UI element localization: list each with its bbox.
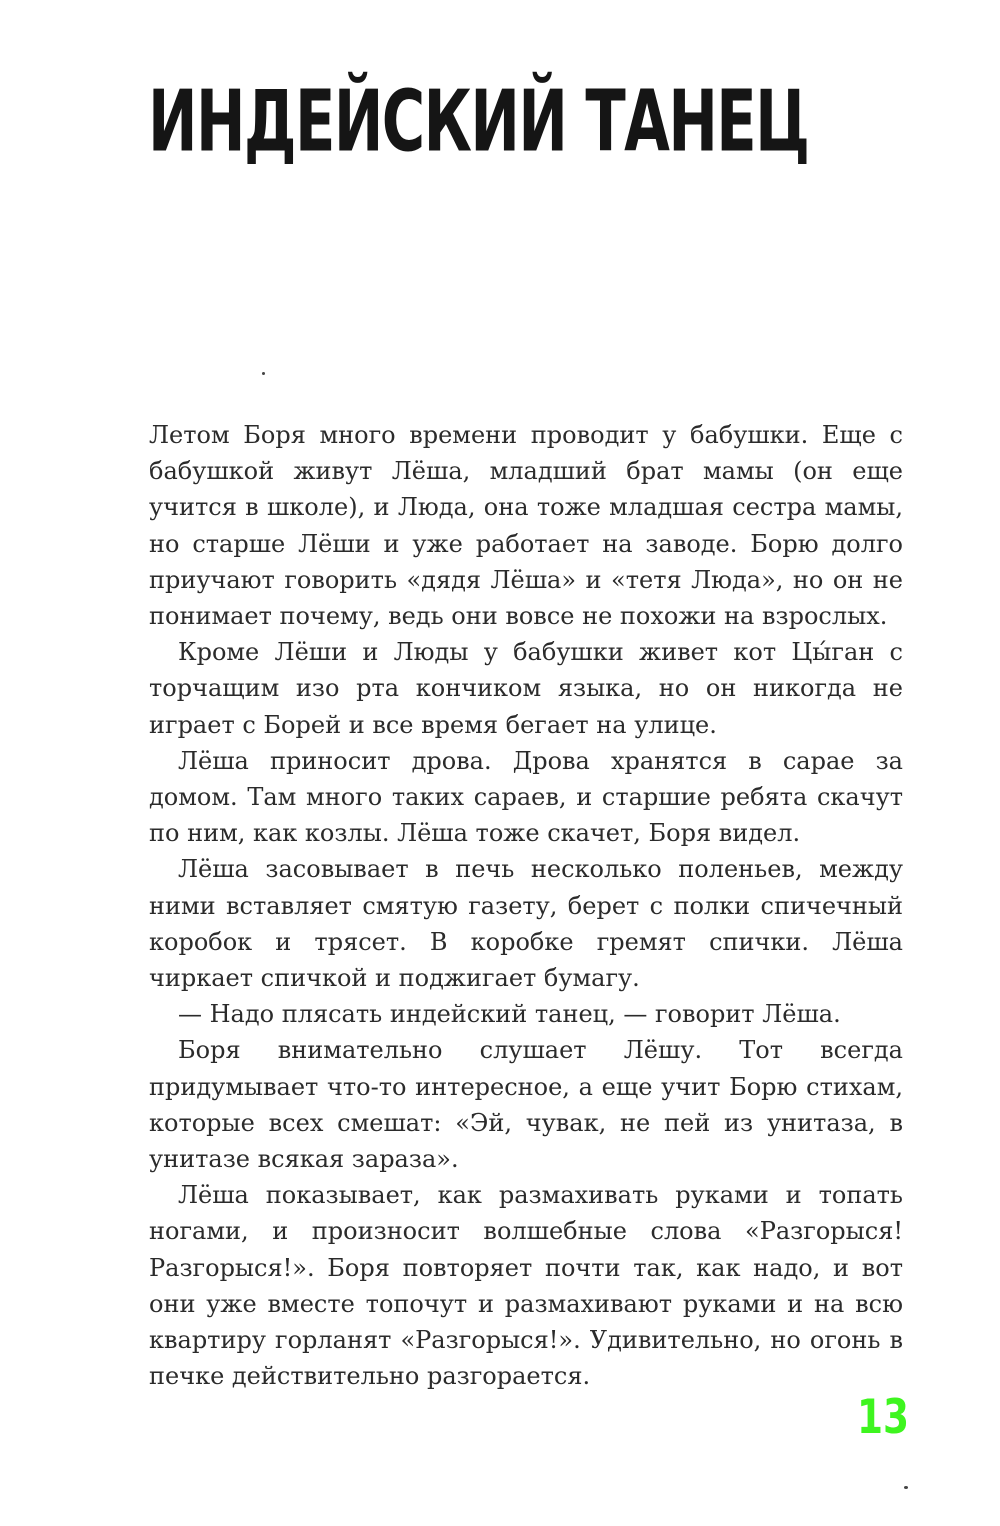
body-text <box>149 417 903 1394</box>
paragraph: Боря внимательно слушает Лёшу. Тот всегда придумывает что-то интересное, а еще учит Борю стихам, которые всех смешат: «Эй, чувак, не пей из унитаза, в унитазе всякая зараза». <box>149 1036 903 1174</box>
page-number: 13 <box>857 1389 910 1445</box>
chapter-title: ИНДЕЙСКИЙ ТАНЕЦ <box>148 73 809 172</box>
paragraph: Кроме Лёши и Люды у бабушки живет кот Цы́ган с торчащим изо рта кончиком языка, но он никогда не играет с Борей и все время бегает на улице. <box>149 638 903 739</box>
paragraph: Лёша засовывает в печь несколько поленьев, между ними вставляет смятую газету, берет с полки спичечный коробок и трясет. В коробке гремят спички. Лёша чиркает спичкой и поджигает бумагу. <box>149 855 903 993</box>
paragraph: Лёша показывает, как размахивать руками и топать ногами, и произносит волшебные слова «Разгорыся! Разгорыся!». Боря повторяет почти так, как надо, и вот они уже вместе топочут и размахивают руками и на всю квартиру горланят «Разгорыся!». Удивительно, но огонь в печке действительно разгорается. <box>149 1181 903 1391</box>
paragraph: Летом Боря много времени проводит у бабушки. Еще с бабушкой живут Лёша, младший брат мамы (он еще учится в школе), и Люда, она тоже младшая сестра мамы, но старше Лёши и уже работает на заводе. Борю долго приучают говорить «дядя Лёша» и «тетя Люда», но он не понимает почему, ведь они вовсе не похожи на взрослых. <box>149 421 903 631</box>
paragraph: — Надо плясать индейский танец, — говорит Лёша. <box>178 1000 841 1029</box>
print-speck <box>904 1486 908 1489</box>
print-speck <box>262 372 265 375</box>
paragraph: Лёша приносит дрова. Дрова хранятся в сарае за домом. Там много таких сараев, и старшие ребята скачут по ним, как козлы. Лёша тоже скачет, Боря видел. <box>149 746 903 848</box>
